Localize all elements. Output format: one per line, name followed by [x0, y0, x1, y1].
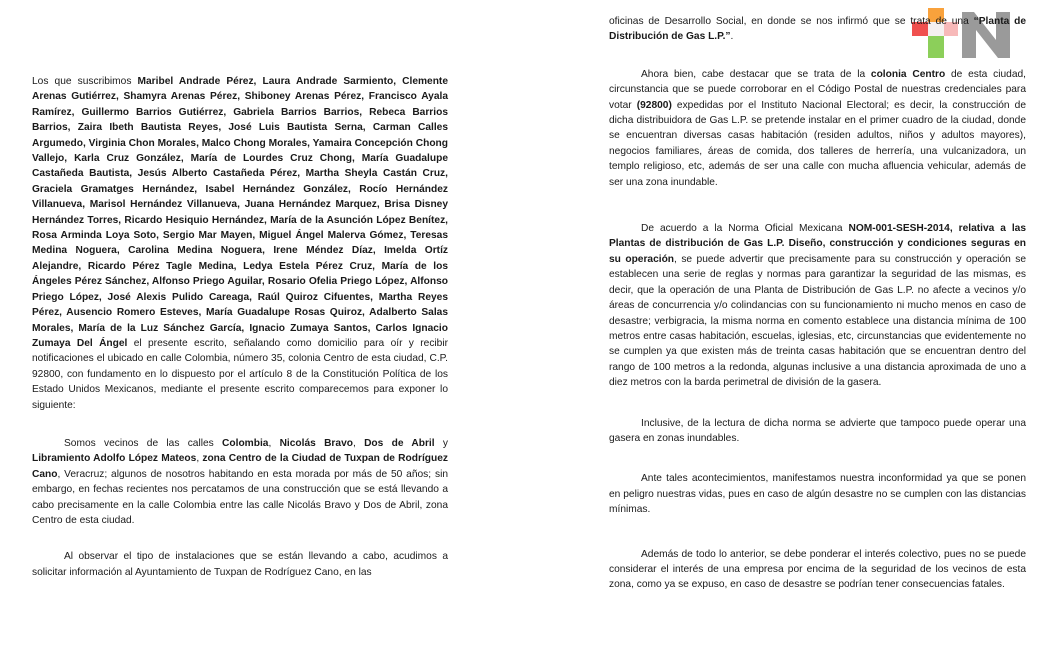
text: oficinas de Desarrollo Social, en donde se nos infirmó que se trata de una	[609, 16, 974, 27]
text: ,	[352, 437, 365, 449]
text: Ahora bien, cabe destacar que se trata de la	[641, 68, 871, 80]
inundable-paragraph: Inclusive, de la lectura de dicha norma se advierte que tampoco puede operar una gasera en zonas inundables.	[609, 417, 1026, 444]
continuation-paragraph	[609, 14, 1026, 45]
interes-colectivo-paragraph: Además de todo lo anterior, se debe ponderar el interés colectivo, pues no se puede considerar el interés de una empresa por encima de la seguridad de los vecinos de esta zona, como ya se expuso, en caso de desastre se podrían tener consecuencias fatales.	[609, 548, 1026, 591]
text: , Veracruz; algunos de nosotros habitando en esta morada por más de 50 años; sin embargo, en fechas recientes nos percatamos de una construcción que se está llevando a cabo precisamente en la calle Colombia entre las calle Nicolás Bravo y Dos de Abril, zona Centro de esta ciudad.	[32, 468, 448, 526]
text: Somos vecinos de las calles	[64, 437, 223, 449]
text: .	[730, 31, 734, 43]
left-column	[32, 74, 448, 580]
bold-text: Colombia	[222, 437, 269, 449]
norma-paragraph	[609, 221, 1026, 390]
bold-text: colonia Centro	[870, 68, 946, 80]
text: De acuerdo a la Norma Oficial Mexicana	[641, 223, 849, 235]
text: el presente escrito, señalando como domicilio para oír y recibir notificaciones el ubicado en calle Colombia, número 35, colonia Centro de esta ciudad, C.P. 92800, con fundamento en lo dispuesto por el artículo 8 de la Constitución Política de los Estado Unidos Mexicanos, mediante el presente escrito comparecemos para exponer lo siguiente:	[32, 337, 448, 411]
bold-text: “Planta de Distribución de Gas L.P.”	[609, 16, 1026, 43]
neighbors-paragraph	[32, 436, 448, 528]
observation-paragraph: Al observar el tipo de instalaciones que se están llevando a cabo, acudimos a solicitar información al Ayuntamiento de Tuxpan de Rodríguez Cano, en las	[32, 551, 448, 578]
bold-text: zona Centro de la Ciudad de Tuxpan de Rodríguez Cano	[32, 453, 448, 480]
colonia-paragraph	[609, 67, 1026, 190]
text: ,	[196, 453, 203, 465]
signatory-names: Maribel Andrade Pérez, Laura Andrade Sarmiento, Clemente Arenas Gutiérrez, Shamyra Arenas Pérez, Shiboney Arenas Pérez, Francisco Ayala Ramírez, Guillermo Barrios Gutiérrez, Gabriela Barrios Barrios, Rebeca Barrios Barrios, Zaira Ibeth Bautista Reyes, José Luis Bautista Serna, Carman Calles Argumedo, Virginia Chon Morales, Malco Chong Morales, Yamaira Concepción Chong Vallejo, Karla Cruz González, María de Lourdes Cruz Chong, María Guadalupe Castañeda Bautista, Jesús Alberto Castañeda Pérez, Martha Sheyla Castán Cruz, Graciela Gramatges Hernández, Isabel Hernández González, Rocío Hernández Villanueva, Marisol Hernández Villanueva, Juana Hernández Marquez, Brisa Disney Hernández Torres, Ricardo Hesiquio Hernández, María de la Asunción López Benítez, Rosa Arminda Loya Soto, Sergio Mar Mayen, Miguel Ángel Malerva Gómez, Teresas Medina Noguera, Carolina Medina Noguera, Irene Méndez Díaz, Imelda Ortíz Alejandre, Ricardo Pérez Tagle Medina, Ledya Estela Pérez Cruz, María de los Ángeles Pérez Sánchez, Alfonso Priego Aguilar, Rosario Ofelia Priego López, Alfonso Priego López, José Alexis Pulido Careaga, Raúl Quiroz Cifuentes, Martha Reyes Pérez, Ausencio Romero Esteves, María Guadalupe Rosas Quiroz, Adalberto Salas Morales, María de la Luz Sánchez García, Ignacio Zumaya Santos, Carlos Ignacio Zumaya Del Ángel	[32, 76, 448, 349]
bold-text: Dos de Abril	[364, 437, 435, 449]
text: , se puede advertir que precisamente para su construcción y operación se establecen una serie de reglas y normas para garantizar la seguridad de las mismas, es decir, que la operación de una Planta de Distribución de Gas L.P. no afecte a vecinos y/o áreas de concurrencia y/o colindancias con su funcionamiento ni mucho menos en caso de desastre; verbigracia, la misma norma en comento establece una distancia mínima de 100 metros entre casas habitación, escuelas, iglesias, etc, circunstancias que evidentemente no se cumplen ya que existen más de treinta casas habitación que se encuentran dentro del rango de 100 metros a la redonda, algunas inclusive a una distancia aproximada de uno a diez metros con la barda perimetral de división de la gasera.	[609, 253, 1026, 389]
inconformidad-paragraph: Ante tales acontecimientos, manifestamos nuestra inconformidad ya que se ponen en peligro nuestras vidas, pues en caso de algún desastre no se cumplen con las distancias mínimas.	[609, 473, 1026, 516]
bold-text: (92800)	[636, 99, 672, 111]
text: de esta ciudad, circunstancia que se puede corroborar en el Código Postal de nuestras credenciales para votar	[609, 68, 1026, 111]
bold-text: Nicolás Bravo	[279, 437, 353, 449]
bold-text: NOM-001-SESH-2014, relativa a las Plantas de distribución de Gas L.P. Diseño, construcción y condiciones seguras en su operación	[609, 223, 1026, 265]
bold-text: Libramiento Adolfo López Mateos	[32, 453, 197, 465]
intro-paragraph	[32, 74, 448, 413]
right-column	[609, 14, 1026, 593]
text: ,	[268, 437, 280, 449]
text: y	[434, 437, 448, 449]
text: expedidas por el Instituto Nacional Electoral; es decir, la construcción de dicha distribuidora de Gas L.P. se pretende instalar en el primer cuadro de la ciudad, donde se encuentran diversas casas habitación (residen adultos, niños y adultos mayores), negocios familiares, áreas de comida, dos talleres de herrería, una vulcanizadora, un templo religioso, etc, además de ser una calle con mucha afluencia vehicular, además de ser una zona inundable.	[609, 99, 1026, 188]
text: Los que suscribimos	[32, 76, 138, 87]
